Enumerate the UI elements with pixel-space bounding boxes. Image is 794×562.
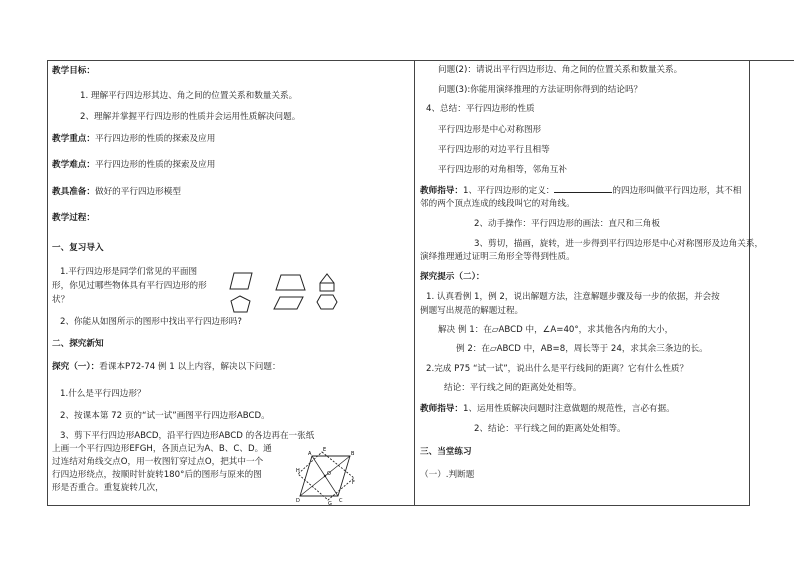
parallelogram-shape-1 <box>230 273 252 289</box>
label-h: H <box>296 468 300 474</box>
teaching-aids <box>52 186 181 198</box>
label-a: A <box>308 451 312 457</box>
property-1: 平行四边形是中心对称图形 <box>438 125 542 135</box>
review-2: 2、你能从如图所示的图形中找出平行四边形吗? <box>60 317 242 327</box>
goal-title: 教学目标： <box>52 66 95 76</box>
review-1-line-c: 状？ <box>52 295 70 305</box>
teacher-guide-1-label: 教师指导： <box>420 186 463 196</box>
teacher-guide-b-2: 2、结论：平行线之间的距离处处相等。 <box>474 424 626 434</box>
teacher-guide-b-1-text: 1、运用性质解决问题时注意做题的规范性，言必有据。 <box>462 404 675 414</box>
question-3-line-b: 上画一个平行四边形EFGH，各顶点记为A、B、C、D。通 <box>52 444 272 454</box>
property-2: 平行四边形的对边平行且相等 <box>438 145 550 155</box>
section-3-title: 三、当堂练习 <box>420 447 472 457</box>
process-label: 教学过程： <box>52 213 95 223</box>
teacher-guide-1-line-2: 邻的两个顶点连成的线段叫它的对角线。 <box>420 199 575 209</box>
shapes-figure <box>230 270 340 315</box>
question-3-line-e: 形是否重合。重复旋转几次， <box>52 483 164 493</box>
difficulty <box>52 159 215 171</box>
teacher-guide-b-1 <box>420 403 675 415</box>
explore-1 <box>52 361 281 373</box>
difficulty-label: 教学难点： <box>52 160 95 170</box>
table-border-right <box>749 60 750 506</box>
problem-2: 问题(2)：请说出平行四边形边、角之间的位置关系和数量关系。 <box>438 65 683 75</box>
teacher-guide-3-line-b: 演绎推理通过证明三角形全等得到性质。 <box>420 252 575 262</box>
parallelogram-rotation-figure <box>296 448 356 506</box>
teacher-guide-2: 2、动手操作：平行四边形的画法：直尺和三角板 <box>474 219 660 229</box>
explore-1-text: 看课本P72-74 例 1 以上内容，解决以下问题： <box>99 362 281 372</box>
problem-3: 问题(3):你能用演绎推理的方法证明你得到的结论吗？ <box>438 85 643 95</box>
key-point-label: 教学重点： <box>52 134 95 144</box>
pentagon-shape <box>231 296 250 312</box>
summary-title: 4、总结：平行四边形的性质 <box>426 104 535 114</box>
teacher-guide-1-def: 1、平行四边形的定义： <box>462 186 555 196</box>
explore-2-title: 探究提示（二）： <box>420 272 485 282</box>
parallelogram-shape-2 <box>274 297 303 309</box>
table-border-bottom <box>47 505 750 506</box>
key-point <box>52 133 215 145</box>
question-3-line-d: 行四边形绕点，按顺时针旋转180°后的图形与原来的图 <box>52 470 262 480</box>
goal-1: 1. 理解平行四边形其边、角之间的位置关系和数量关系。 <box>80 91 298 101</box>
question-3-line-c: 过连结对角线交点O，用一枚图钉穿过点O，把其中一个 <box>52 457 264 467</box>
definition-blank <box>554 183 612 193</box>
teacher-guide-1 <box>420 183 741 197</box>
example-2: 例 2：在▱ABCD 中，AB=8，周长等于 24，求其余三条边的长。 <box>456 344 708 354</box>
key-point-text: 平行四边形的性质的探索及应用 <box>94 134 216 144</box>
teaching-aids-label: 教具准备： <box>52 187 95 197</box>
label-d: D <box>296 498 300 504</box>
question-2: 2、按课本第 72 页的“试一试”画图平行四边形ABCD。 <box>60 411 270 421</box>
question-1: 1.什么是平行四边形？ <box>60 389 146 399</box>
explore-2-item-1-line-a: 1. 认真看例 1，例 2，说出解题方法，注意解题步骤及每一步的依据，并会按 <box>426 292 720 302</box>
label-f: F <box>352 480 355 486</box>
explore-1-label: 探究（一）： <box>52 362 100 372</box>
question-3-line-a: 3、剪下平行四边形ABCD，沿平行四边形ABCD 的各边再在一张纸 <box>60 431 315 441</box>
review-1-line-a: 1.平行四边形是同学们常见的平面图 <box>60 267 198 277</box>
center-point-o <box>324 475 326 477</box>
teacher-guide-3-line-a: 3、剪切，描画，旋转，进一步得到平行四边形是中心对称图形及边角关系， <box>474 239 764 249</box>
margin-line-right <box>749 60 794 61</box>
teacher-guide-b-label: 教师指导： <box>420 404 463 414</box>
explore-2-item-2: 2.完成 P75 “试一试”，说出什么是平行线间的距离？它有什么性质？ <box>426 364 689 374</box>
table-border-top <box>47 60 750 61</box>
subsection-judgement: （一）.判断题 <box>420 470 475 480</box>
property-3: 平行四边形的对角相等，邻角互补 <box>438 165 567 175</box>
hexagon-shape <box>317 295 337 309</box>
section-2-title: 二、探究新知 <box>52 339 104 349</box>
explore-2-item-1-line-b: 例题写出规范的解题过程。 <box>420 306 524 316</box>
conclusion: 结论：平行线之间的距离处处相等。 <box>444 383 582 393</box>
example-1: 解决 例 1：在▱ABCD 中，∠A=40°，求其他各内角的大小， <box>438 325 674 335</box>
table-border-left <box>47 60 48 506</box>
trapezoid-shape <box>276 275 305 290</box>
section-1-title: 一、复习导入 <box>52 243 104 253</box>
label-e: E <box>323 447 327 453</box>
label-o: O <box>327 471 331 477</box>
table-border-mid <box>414 60 415 506</box>
label-b: B <box>351 451 355 457</box>
teacher-guide-1-def-end: 的四边形叫做平行四边形，其不相 <box>612 186 742 196</box>
difficulty-text: 平行四边形的性质的探索及应用 <box>94 160 216 170</box>
label-g: G <box>328 501 332 507</box>
review-1-line-b: 形，你见过哪些物体具有平行四边形的形 <box>52 281 207 291</box>
label-c: C <box>339 498 343 504</box>
house-shape <box>320 274 334 291</box>
goal-2: 2、理解并掌握平行四边形的性质并会运用性质解决问题。 <box>80 112 301 122</box>
teaching-aids-text: 做好的平行四边形模型 <box>94 187 181 197</box>
